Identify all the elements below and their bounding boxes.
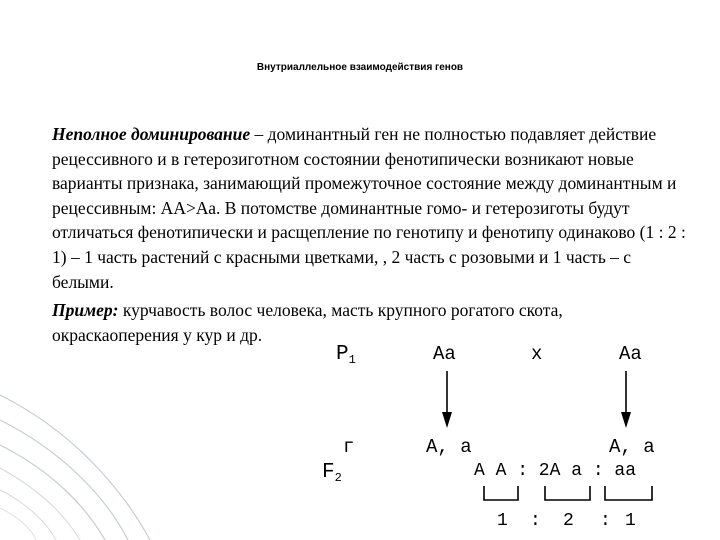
ratio-2: 2 bbox=[563, 511, 574, 531]
arrow-parent2 bbox=[621, 371, 631, 428]
arrow-parent1 bbox=[442, 371, 452, 428]
gametes-parent2: A, a bbox=[609, 436, 655, 458]
ratio-brackets bbox=[484, 486, 652, 500]
parents-label: $P_1$ bbox=[336, 343, 356, 367]
offspring-label: $F_2$ bbox=[322, 461, 342, 485]
definition-term: Неполное доминирование bbox=[52, 124, 251, 144]
ratio-1: 1 bbox=[497, 511, 508, 531]
cross-symbol: x bbox=[531, 343, 543, 365]
parent1-genotype: Aa bbox=[433, 343, 456, 365]
definition-text: – доминантный ген не полностью подавляет действие рецессивного и в гетерозиготном состоянии фенотипически возникают новые варианты признака, занимающий промежуточное состояние между доминантным и рецессивным: АА>Аа. В потомстве доминантные гомо- и гетерозиготы будут отличаться фенотипически и расщепление по генотипу и фенотипу одинаково (1 : 2 : 1) – 1 часть растений с красными цветками, , 2 часть с розовыми и 1 часть – с белыми. bbox=[52, 124, 686, 292]
example-label: Пример: bbox=[52, 300, 119, 321]
ratio-3: 1 bbox=[625, 511, 636, 531]
example-text: курчавость волос человека, масть крупного рогатого скота, окраскаоперения у кур и др. bbox=[52, 300, 563, 345]
gametes-parent1: A, a bbox=[426, 436, 472, 458]
ratio-sep-2: : bbox=[600, 511, 611, 531]
gametes-label: г bbox=[343, 436, 355, 458]
slide-title: Внутриаллельное взаимодействия генов bbox=[256, 62, 464, 73]
parent2-genotype: Aa bbox=[619, 343, 642, 365]
ratio-sep-1: : bbox=[530, 511, 541, 531]
offspring-genotypes: A A : 2A a : aa bbox=[474, 461, 637, 481]
